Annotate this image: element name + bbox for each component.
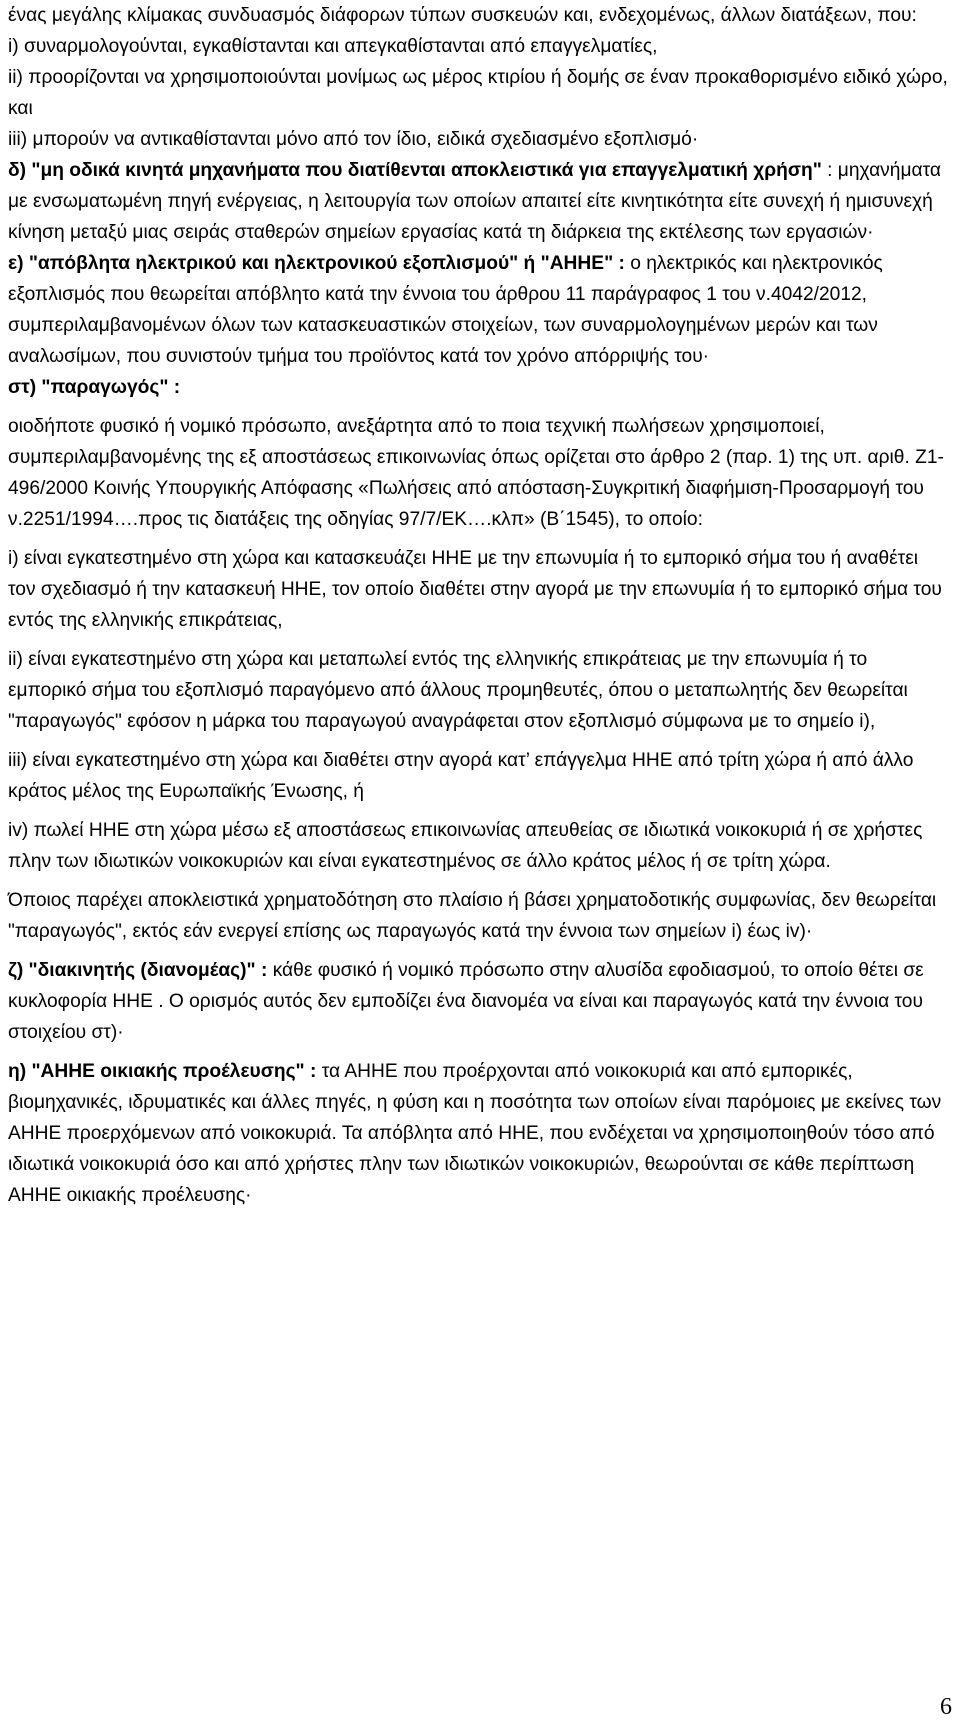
definition-d [8,155,948,248]
definition-h-text: τα ΑΗΗΕ που προέρχονται από νοικοκυριά και από εμπορικές, βιομηχανικές, ιδρυματικές και άλλες πηγές, η φύση και η ποσότητα των οποίων είναι παρόμοιες με εκείνες των ΑΗΗΕ προερχόμενων από νοικοκυριά. Τα απόβλητα από ΗΗΕ, που ενδέχεται να χρησιμοποιηθούν τόσο από ιδιωτικά νοικοκυριά όσο και από χρήστες πλην των ιδιωτικών νοικοκυριών, θεωρούνται σε κάθε περίπτωση ΑΗΗΕ οικιακής προέλευσης· [8,1061,942,1206]
definition-e-term: ε) "απόβλητα ηλεκτρικού και ηλεκτρονικού εξοπλισμού" ή "ΑΗΗΕ" : [8,253,625,274]
definition-z [8,955,948,1048]
definition-st-item-iv: iv) πωλεί ΗΗΕ στη χώρα μέσω εξ αποστάσεως επικοινωνίας απευθείας σε ιδιωτικά νοικοκυριά ή σε χρήστες πλην των ιδιωτικών νοικοκυριών και είναι εγκατεστημένος σε άλλο κράτος μέλος ή σε τρίτη χώρα. [8,820,923,872]
definition-st-term: στ) "παραγωγός" : [8,377,181,398]
definition-st-item-ii: ii) είναι εγκατεστημένο στη χώρα και μεταπωλεί εντός της ελληνικής επικράτειας με την επωνυμία ή το εμπορικό σήμα του εξοπλισμό παραγόμενο από άλλους προμηθευτές, όπου ο μεταπωλητής δεν θεωρείται "παραγωγός" εφόσον η μάρκα του παραγωγού αναγράφεται στον εξοπλισμό σύμφωνα με το σημείο i), [8,649,908,732]
intro-paragraph: ένας μεγάλης κλίμακας συνδυασμός διάφορων τύπων συσκευών και, ενδεχομένως, άλλων διατάξεων, που: [8,5,917,26]
definition-st-text: οιοδήποτε φυσικό ή νομικό πρόσωπο, ανεξάρτητα από το ποια τεχνική πωλήσεων χρησιμοποιεί, συμπεριλαμβανομένης της εξ αποστάσεως επικοινωνίας όπως ορίζεται στο άρθρο 2 (παρ. 1) της υπ. αριθ. Ζ1-496/2000 Κοινής Υπουργικής Απόφασης «Πωλήσεις από απόσταση-Συγκριτική διαφήμιση-Προσαρμογή του ν.2251/1994….προς τις διατάξεις της οδηγίας 97/7/ΕΚ….κλπ» (Β΄1545), το οποίο: [8,416,944,530]
definition-z-text: κάθε φυσικό ή νομικό πρόσωπο στην αλυσίδα εφοδιασμού, το οποίο θέτει σε κυκλοφορία ΗΗΕ . Ο ορισμός αυτός δεν εμποδίζει ένα διανομέα να είναι και παραγωγός κατά την έννοια του στοιχείου στ)· [8,960,924,1043]
definition-st-item-i: i) είναι εγκατεστημένο στη χώρα και κατασκευάζει ΗΗΕ με την επωνυμία ή το εμπορικό σήμα του ή αναθέτει τον σχεδιασμό ή την κατασκευή ΗΗΕ, τον οποίο διαθέτει στην αγορά με την επωνυμία ή το εμπορικό σήμα του εντός της ελληνικής επικράτειας, [8,548,942,631]
definition-st-note: Όποιος παρέχει αποκλειστικά χρηματοδότηση στο πλαίσιο ή βάσει χρηματοδοτικής συμφωνίας, δεν θεωρείται "παραγωγός", εκτός εάν ενεργεί επίσης ως παραγωγός κατά την έννοια των σημείων i) έως iv)· [8,890,937,942]
definition-st-item-iii: iii) είναι εγκατεστημένο στη χώρα και διαθέτει στην αγορά κατ’ επάγγελμα ΗΗΕ από τρίτη χώρα ή από άλλο κράτος μέλος της Ευρωπαϊκής Ένωσης, ή [8,750,914,802]
definition-h-term: η) "ΑΗΗΕ οικιακής προέλευσης" : [8,1061,317,1082]
definition-z-term: ζ) "διακινητής (διανομέας)" : [8,960,268,981]
definition-e [8,248,948,372]
page-number: 6 [940,1694,952,1720]
document-page [8,0,948,1211]
definition-d-text: : μηχανήματα με ενσωματωμένη πηγή ενέργειας, η λειτουργία των οποίων απαιτεί είτε κινητικότητα είτε συνεχή ή ημισυνεχή κίνηση μεταξύ μιας σειράς σταθερών σημείων εργασίας κατά τη διάρκεια της εκτέλεσης των εργασιών· [8,160,941,243]
definition-e-text: ο ηλεκτρικός και ηλεκτρονικός εξοπλισμός που θεωρείται απόβλητο κατά την έννοια του άρθρου 11 παράγραφος 1 του ν.4042/2012, συμπεριλαμβανομένων όλων των κατασκευαστικών στοιχείων, των συναρμολογημένων μερών και των αναλωσίμων, που συνιστούν τμήμα του προϊόντος κατά τον χρόνο απόρριψής του· [8,253,883,367]
intro-item-iii: iii) μπορούν να αντικαθίστανται μόνο από τον ίδιο, ειδικά σχεδιασμένο εξοπλισμό· [8,129,699,150]
intro-item-ii: ii) προορίζονται να χρησιμοποιούνται μονίμως ως μέρος κτιρίου ή δομής σε έναν προκαθορισμένο ειδικό χώρο, και [8,67,948,119]
intro-item-i: i) συναρμολογούνται, εγκαθίστανται και απεγκαθίστανται από επαγγελματίες, [8,36,658,57]
definition-d-term: δ) "μη οδικά κινητά μηχανήματα που διατίθενται αποκλειστικά για επαγγελματική χρήση" [8,160,822,181]
definition-h [8,1056,948,1211]
